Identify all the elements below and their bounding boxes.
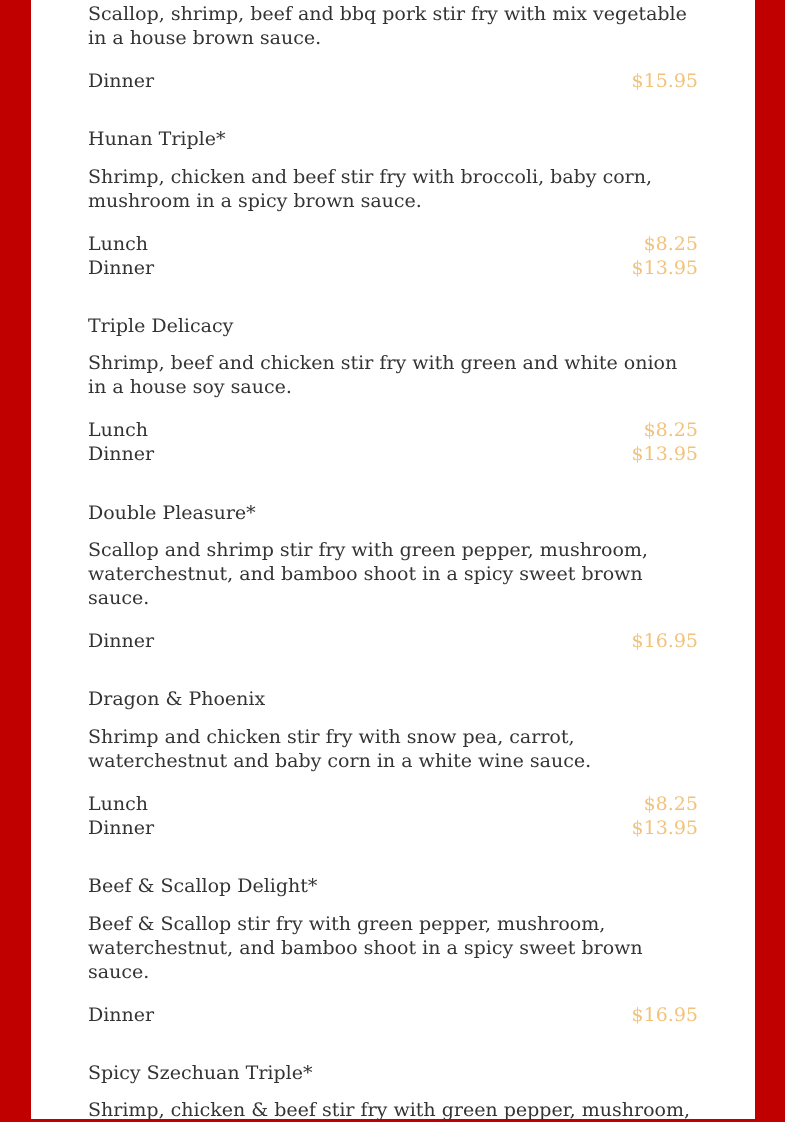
price-value: $8.25 <box>643 419 698 441</box>
price-value: $13.95 <box>631 443 698 465</box>
price-label: Lunch <box>88 793 148 815</box>
price-row-dinner <box>88 629 698 653</box>
price-label: Dinner <box>88 70 155 92</box>
price-row-dinner <box>88 1003 698 1027</box>
item-description: Beef & Scallop stir fry with green pepper, mushroom, waterchestnut, and bamboo shoot in a spicy sweet brown sauce. <box>88 913 643 983</box>
item-description: Shrimp and chicken stir fry with snow pea, carrot, waterchestnut and baby corn in a white wine sauce. <box>88 726 592 772</box>
item-description: Scallop, shrimp, beef and bbq pork stir fry with mix vegetable in a house brown sauce. <box>88 3 687 49</box>
menu-panel <box>31 0 755 1119</box>
price-row-dinner <box>88 69 698 93</box>
menu-item <box>88 874 698 1027</box>
price-label: Dinner <box>88 817 155 839</box>
item-description: Scallop and shrimp stir fry with green pepper, mushroom, waterchestnut, and bamboo shoot in a spicy sweet brown sauce. <box>88 539 648 609</box>
price-list <box>88 69 698 93</box>
item-name: Triple Delicacy <box>88 315 234 337</box>
item-name: Hunan Triple* <box>88 128 226 150</box>
menu-item <box>88 501 698 653</box>
price-value: $16.95 <box>631 1004 698 1026</box>
price-label: Dinner <box>88 630 155 652</box>
menu-item <box>88 314 698 466</box>
price-label: Lunch <box>88 233 148 255</box>
price-value: $16.95 <box>631 630 698 652</box>
price-list <box>88 1003 698 1027</box>
price-label: Dinner <box>88 443 155 465</box>
price-list <box>88 792 698 840</box>
item-description: Shrimp, chicken & beef stir fry with green pepper, mushroom, <box>88 1099 691 1121</box>
item-description: Shrimp, beef and chicken stir fry with green and white onion in a house soy sauce. <box>88 352 678 398</box>
item-name: Dragon & Phoenix <box>88 688 266 710</box>
price-list <box>88 418 698 466</box>
item-name: Beef & Scallop Delight* <box>88 875 318 897</box>
price-row-dinner <box>88 442 698 466</box>
price-list <box>88 232 698 280</box>
menu-item <box>88 687 698 840</box>
menu-item <box>88 1061 698 1122</box>
price-row-lunch <box>88 418 698 442</box>
menu-item <box>88 127 698 280</box>
price-value: $8.25 <box>643 793 698 815</box>
price-value: $8.25 <box>643 233 698 255</box>
price-label: Dinner <box>88 1004 155 1026</box>
price-value: $15.95 <box>631 70 698 92</box>
price-row-lunch <box>88 792 698 816</box>
price-label: Dinner <box>88 257 155 279</box>
price-row-dinner <box>88 816 698 840</box>
price-list <box>88 629 698 653</box>
item-description: Shrimp, chicken and beef stir fry with broccoli, baby corn, mushroom in a spicy brown sauce. <box>88 166 653 212</box>
item-name: Spicy Szechuan Triple* <box>88 1062 313 1084</box>
price-row-lunch <box>88 232 698 256</box>
price-label: Lunch <box>88 419 148 441</box>
price-value: $13.95 <box>631 817 698 839</box>
price-value: $13.95 <box>631 257 698 279</box>
item-name: Double Pleasure* <box>88 502 256 524</box>
price-row-dinner <box>88 256 698 280</box>
